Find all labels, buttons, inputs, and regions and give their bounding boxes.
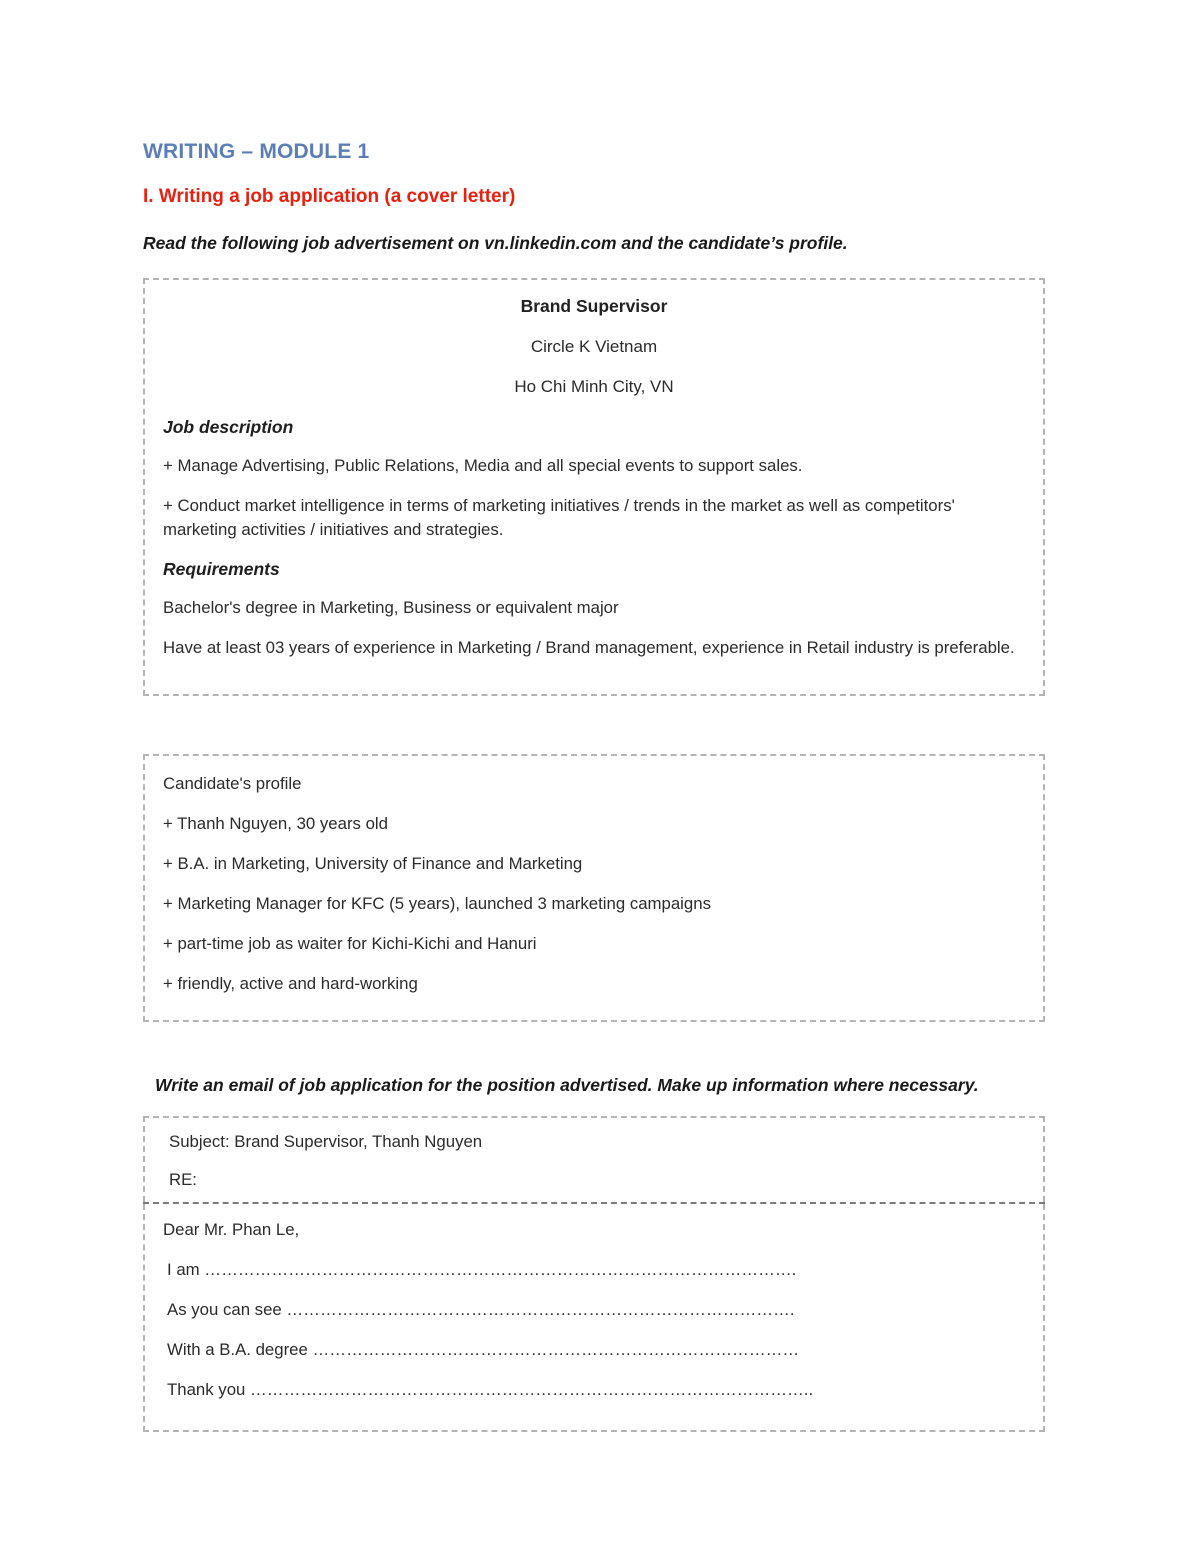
email-blank-line: As you can see ………………………………………………………………………………. bbox=[167, 1299, 795, 1319]
email-blank-line: With a B.A. degree …………………………………………………………………………… bbox=[167, 1339, 800, 1359]
job-description-label: Job description bbox=[163, 416, 294, 437]
email-body-section bbox=[143, 1204, 1045, 1432]
list-item: + friendly, active and hard-working bbox=[163, 974, 418, 994]
email-blank-line: I am ……………………………………………………………………………………………. bbox=[167, 1259, 797, 1279]
job-location: Ho Chi Minh City, VN bbox=[514, 376, 674, 396]
email-answer-box bbox=[143, 1116, 1045, 1432]
email-greeting: Dear Mr. Phan Le, bbox=[163, 1219, 300, 1239]
list-item: + Thanh Nguyen, 30 years old bbox=[163, 814, 388, 834]
section-heading: I. Writing a job application (a cover letter) bbox=[143, 186, 516, 207]
instruction-read: Read the following job advertisement on vn.linkedin.com and the candidate’s profile. bbox=[143, 233, 848, 253]
candidate-profile-box bbox=[143, 754, 1045, 1022]
requirement-item: Have at least 03 years of experience in Marketing / Brand management, experience in Retail industry is preferable. bbox=[163, 638, 1015, 657]
list-item: + Marketing Manager for KFC (5 years), launched 3 marketing campaigns bbox=[163, 894, 711, 914]
company-name: Circle K Vietnam bbox=[530, 336, 658, 356]
requirement-item: Bachelor's degree in Marketing, Business or equivalent major bbox=[163, 597, 619, 617]
candidate-profile-label: Candidate's profile bbox=[163, 774, 302, 794]
job-description-item: + Conduct market intelligence in terms of marketing initiatives / trends in the market as well as competitors' marketing activities / initiatives and strategies. bbox=[163, 495, 955, 540]
job-advertisement-box bbox=[143, 278, 1045, 697]
email-re-line: RE: bbox=[169, 1169, 197, 1189]
page-title: WRITING – MODULE 1 bbox=[143, 140, 370, 163]
list-item: + part-time job as waiter for Kichi-Kichi and Hanuri bbox=[163, 934, 537, 954]
email-subject-line: Subject: Brand Supervisor, Thanh Nguyen bbox=[169, 1131, 483, 1151]
list-item: + B.A. in Marketing, University of Finance and Marketing bbox=[163, 854, 583, 874]
job-description-item: + Manage Advertising, Public Relations, Media and all special events to support sales. bbox=[163, 455, 803, 475]
email-header-section bbox=[143, 1116, 1045, 1202]
instruction-write: Write an email of job application for the position advertised. Make up information where necessary. bbox=[155, 1075, 979, 1096]
job-title: Brand Supervisor bbox=[520, 295, 668, 316]
requirements-label: Requirements bbox=[163, 558, 280, 579]
email-blank-line: Thank you ……………………………………………………………………………………….. bbox=[167, 1379, 814, 1399]
